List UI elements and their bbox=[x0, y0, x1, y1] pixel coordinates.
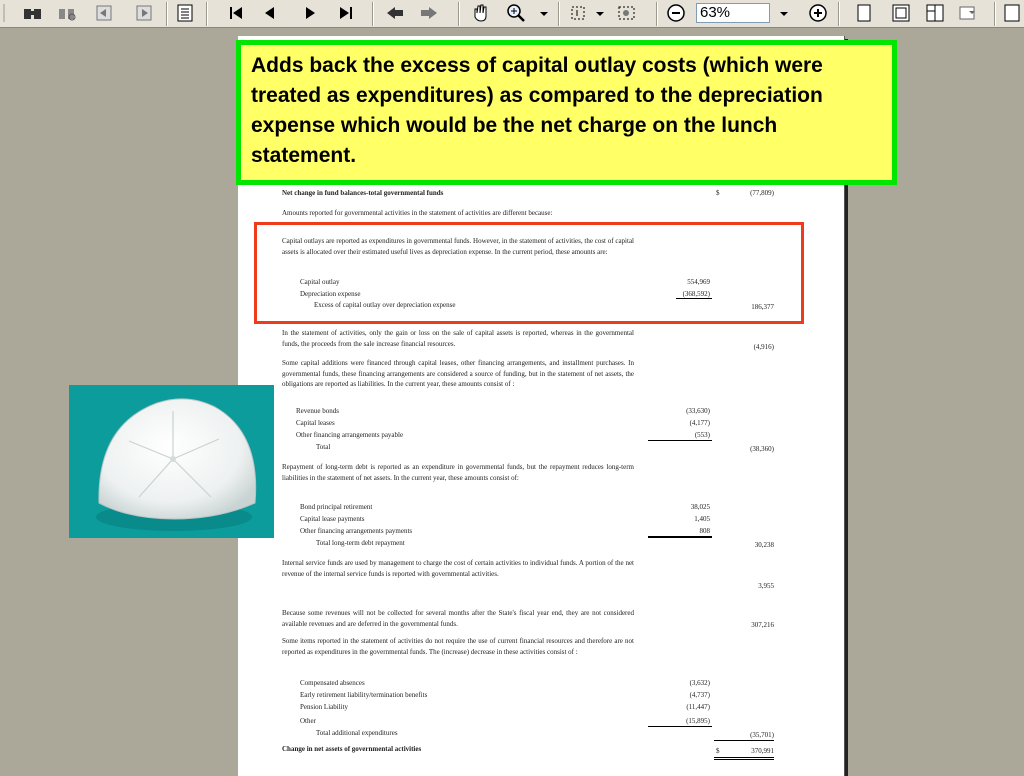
repayment-paragraph: Repayment of long-term debt is reported as an expenditure in governmental funds, but the repayment reduces long-term liabilities in the statement of net assets. In the current year, these amounts consist of: bbox=[282, 463, 634, 482]
add-item-value: (11,447) bbox=[686, 703, 710, 711]
repay-item-value: 808 bbox=[699, 527, 710, 535]
go-back-icon[interactable] bbox=[382, 3, 408, 23]
intro-paragraph: Amounts reported for governmental activities in the statement of activities are different because: bbox=[282, 209, 553, 217]
facing-pages-icon[interactable] bbox=[922, 3, 948, 23]
toolbar-separator bbox=[656, 2, 658, 26]
additional-items-paragraph: Some items reported in the statement of activities do not require the use of current financial resources and therefore are not reported as expenditures in the governmental funds. The (increase) decrease in these activities consist of : bbox=[282, 637, 634, 656]
add-total-label: Total additional expenditures bbox=[316, 729, 398, 737]
add-item-label: Early retirement liability/termination benefits bbox=[300, 691, 428, 699]
select-tool-icon[interactable] bbox=[566, 3, 592, 23]
underline-rule bbox=[648, 726, 712, 727]
continuous-page-icon[interactable] bbox=[888, 3, 914, 23]
document-icon[interactable] bbox=[172, 3, 198, 23]
toolbar-separator bbox=[994, 2, 996, 26]
zoom-in-icon[interactable] bbox=[504, 3, 528, 23]
net-change-value: (77,809) bbox=[750, 189, 774, 197]
fin-item-label: Revenue bonds bbox=[296, 407, 339, 415]
add-item-value: (15,895) bbox=[686, 717, 710, 725]
repay-item-label: Capital lease payments bbox=[300, 515, 365, 523]
fin-total-label: Total bbox=[316, 443, 331, 451]
repay-item-value: 1,405 bbox=[694, 515, 710, 523]
toolbar bbox=[0, 0, 1024, 28]
change-currency: $ bbox=[716, 747, 720, 755]
zoom-out-icon[interactable] bbox=[664, 3, 688, 23]
fin-item-value: (33,630) bbox=[686, 407, 710, 415]
sand-dollar-image bbox=[69, 385, 274, 538]
fin-item-label: Capital leases bbox=[296, 419, 335, 427]
toolbar-separator bbox=[458, 2, 460, 26]
next-view-icon[interactable] bbox=[130, 3, 156, 23]
toolbar-grip bbox=[2, 3, 6, 23]
previous-view-icon[interactable] bbox=[92, 3, 118, 23]
add-item-value: (4,737) bbox=[689, 691, 710, 699]
capital-outlay-label: Capital outlay bbox=[300, 278, 340, 286]
highlight-box bbox=[254, 222, 804, 324]
repay-item-label: Bond principal retirement bbox=[300, 503, 373, 511]
gain-paragraph: In the statement of activities, only the gain or loss on the sale of capital assets is reported, whereas in the governmental funds, the proceeds from the sale increase financial resources. bbox=[282, 329, 634, 348]
toolbar-separator bbox=[558, 2, 560, 26]
fin-item-label: Other financing arrangements payable bbox=[296, 431, 404, 439]
snapshot-icon[interactable] bbox=[614, 3, 640, 23]
last-page-icon[interactable] bbox=[334, 3, 358, 23]
single-page-icon[interactable] bbox=[852, 3, 876, 23]
first-page-icon[interactable] bbox=[224, 3, 248, 23]
callout-text: Adds back the excess of capital outlay costs (which were treated as expenditures) as compared to the depreciation expense which would be the net charge on the lunch statement. bbox=[251, 54, 823, 167]
repay-total-label: Total long-term debt repayment bbox=[316, 539, 405, 547]
repay-total-value: 30,238 bbox=[754, 541, 774, 549]
financing-paragraph: Some capital additions were financed through capital leases, other financing arrangements, and installment purchases. In governmental funds, these financing arrangements are considered a source of funding, but in the statement of net assets, the obligations are reported as liabilities. In the current year, these amounts consist of : bbox=[282, 359, 634, 388]
excess-label: Excess of capital outlay over depreciation expense bbox=[314, 301, 456, 309]
find-icon[interactable] bbox=[54, 3, 80, 23]
net-change-currency: $ bbox=[716, 189, 720, 197]
fin-item-value: (4,177) bbox=[689, 419, 710, 427]
gain-value: (4,916) bbox=[753, 343, 774, 351]
next-page-icon[interactable] bbox=[298, 3, 322, 23]
add-item-label: Other bbox=[300, 717, 316, 725]
binoculars-icon[interactable] bbox=[20, 3, 46, 23]
hand-tool-icon[interactable] bbox=[468, 3, 494, 23]
page-layout-icon[interactable] bbox=[1000, 3, 1024, 23]
callout-box bbox=[236, 40, 897, 185]
capital-outlay-paragraph: Capital outlays are reported as expenditures in governmental funds. However, in the statement of activities, the cost of capital assets is allocated over their estimated useful lives as depreciation expense. In the current period, these amounts are: bbox=[282, 237, 634, 256]
change-in-net-assets-label: Change in net assets of governmental activities bbox=[282, 745, 422, 753]
add-item-label: Compensated absences bbox=[300, 679, 365, 687]
rotate-view-icon[interactable] bbox=[956, 3, 980, 23]
double-underline-rule bbox=[714, 759, 774, 760]
revenue-value: 307,216 bbox=[751, 621, 774, 629]
repay-item-label: Other financing arrangements payments bbox=[300, 527, 413, 535]
add-total-value: (35,701) bbox=[750, 731, 774, 739]
previous-page-icon[interactable] bbox=[258, 3, 282, 23]
underline-rule bbox=[648, 536, 712, 538]
internal-service-paragraph: Internal service funds are used by management to charge the cost of certain activities to individual funds. A portion of the net revenue of the internal service funds is reported with governmental activities. bbox=[282, 559, 634, 578]
repay-item-value: 38,025 bbox=[690, 503, 710, 511]
add-item-value: (3,632) bbox=[689, 679, 710, 687]
toolbar-separator bbox=[206, 2, 208, 26]
dropdown-arrow-icon[interactable] bbox=[594, 3, 606, 23]
change-in-net-assets-value: 370,991 bbox=[751, 747, 774, 755]
toolbar-separator bbox=[166, 2, 168, 26]
fin-total-value: (38,360) bbox=[750, 445, 774, 453]
net-change-label: Net change in fund balances-total governmental funds bbox=[282, 189, 444, 197]
internal-service-value: 3,955 bbox=[758, 582, 774, 590]
capital-outlay-value: 554,969 bbox=[687, 278, 710, 286]
zoom-dropdown-icon[interactable] bbox=[776, 3, 792, 23]
sand-dollar-illustration bbox=[69, 385, 274, 538]
toolbar-separator bbox=[838, 2, 840, 26]
zoom-input[interactable]: 63% bbox=[696, 3, 770, 23]
add-item-label: Pension Liability bbox=[300, 703, 349, 711]
excess-value: 186,377 bbox=[751, 303, 774, 311]
dropdown-arrow-icon[interactable] bbox=[538, 3, 550, 23]
toolbar-separator bbox=[372, 2, 374, 26]
go-forward-icon[interactable] bbox=[416, 3, 442, 23]
revenue-paragraph: Because some revenues will not be collected for several months after the State's fiscal year end, they are not considered available revenues and are deferred in the governmental funds. bbox=[282, 609, 634, 628]
depreciation-value: (368,592) bbox=[682, 290, 710, 298]
depreciation-label: Depreciation expense bbox=[300, 290, 361, 298]
underline-rule bbox=[648, 440, 712, 441]
underline-rule bbox=[714, 740, 774, 741]
fin-item-value: (553) bbox=[694, 431, 710, 439]
zoom-in-plus-icon[interactable] bbox=[806, 3, 830, 23]
double-underline-rule bbox=[714, 757, 774, 758]
